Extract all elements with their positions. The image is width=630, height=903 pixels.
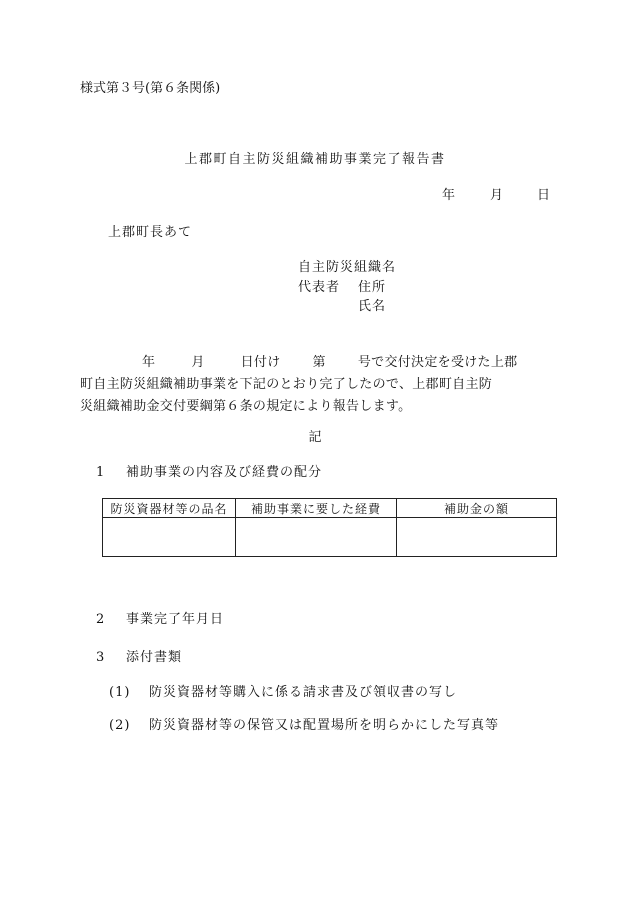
document-title: 上郡町自主防災組織補助事業完了報告書 [184,152,446,167]
addressee: 上郡町長あて [108,225,193,240]
attachment-2-label: 防災資器材等の保管又は配置場所を明らかにした写真等 [149,718,500,733]
cell-expense[interactable] [236,518,397,557]
cost-table-header-row [103,499,557,518]
cell-subsidy[interactable] [397,518,557,557]
section-1-number: 1 [96,465,106,480]
section-2-label: 事業完了年月日 [126,612,225,627]
report-body [80,352,556,418]
body-rest-line1: 号で交付決定を受けた上郡 [357,355,518,370]
section-2-number: 2 [96,612,106,627]
attachment-item-2 [109,719,499,732]
body-line-3: 災組織補助金交付要綱第６条の規定により報告します。 [80,399,412,414]
body-line-1 [80,352,556,374]
address-label: 住所 [358,280,387,295]
col-header-item-name: 防災資器材等の品名 [103,499,236,518]
attachment-1-number: (1) [109,685,131,700]
body-no-prefix: 第 [312,355,326,370]
body-day-suffix: 日付け [240,355,281,370]
section-1 [96,466,322,479]
col-header-expense: 補助事業に要した経費 [236,499,397,518]
attachment-item-1 [109,686,457,699]
attachment-1-label: 防災資器材等購入に係る請求書及び領収書の写し [149,685,458,700]
section-1-label: 補助事業の内容及び経費の配分 [126,465,323,480]
ki-heading: 記 [308,430,322,445]
section-3-label: 添付書類 [126,650,183,665]
body-line-2: 町自主防災組織補助事業を下記のとおり完了したので、上郡町自主防 [80,377,493,392]
section-2 [96,613,224,626]
representative-label: 代表者 [298,280,341,295]
body-month: 月 [191,355,205,370]
form-number: 様式第３号(第６条関係) [80,81,221,96]
col-header-subsidy: 補助金の額 [397,499,557,518]
date-year-label: 年 [442,188,456,203]
section-3 [96,651,182,664]
table-row [103,518,557,557]
body-year: 年 [142,355,156,370]
section-3-number: 3 [96,650,106,665]
cost-table [102,498,557,557]
date-month-label: 月 [490,188,504,203]
cell-item-name[interactable] [103,518,236,557]
org-name-label: 自主防災組織名 [298,260,397,275]
date-day-label: 日 [537,188,551,203]
name-label: 氏名 [358,299,387,314]
attachment-2-number: (2) [109,718,131,733]
